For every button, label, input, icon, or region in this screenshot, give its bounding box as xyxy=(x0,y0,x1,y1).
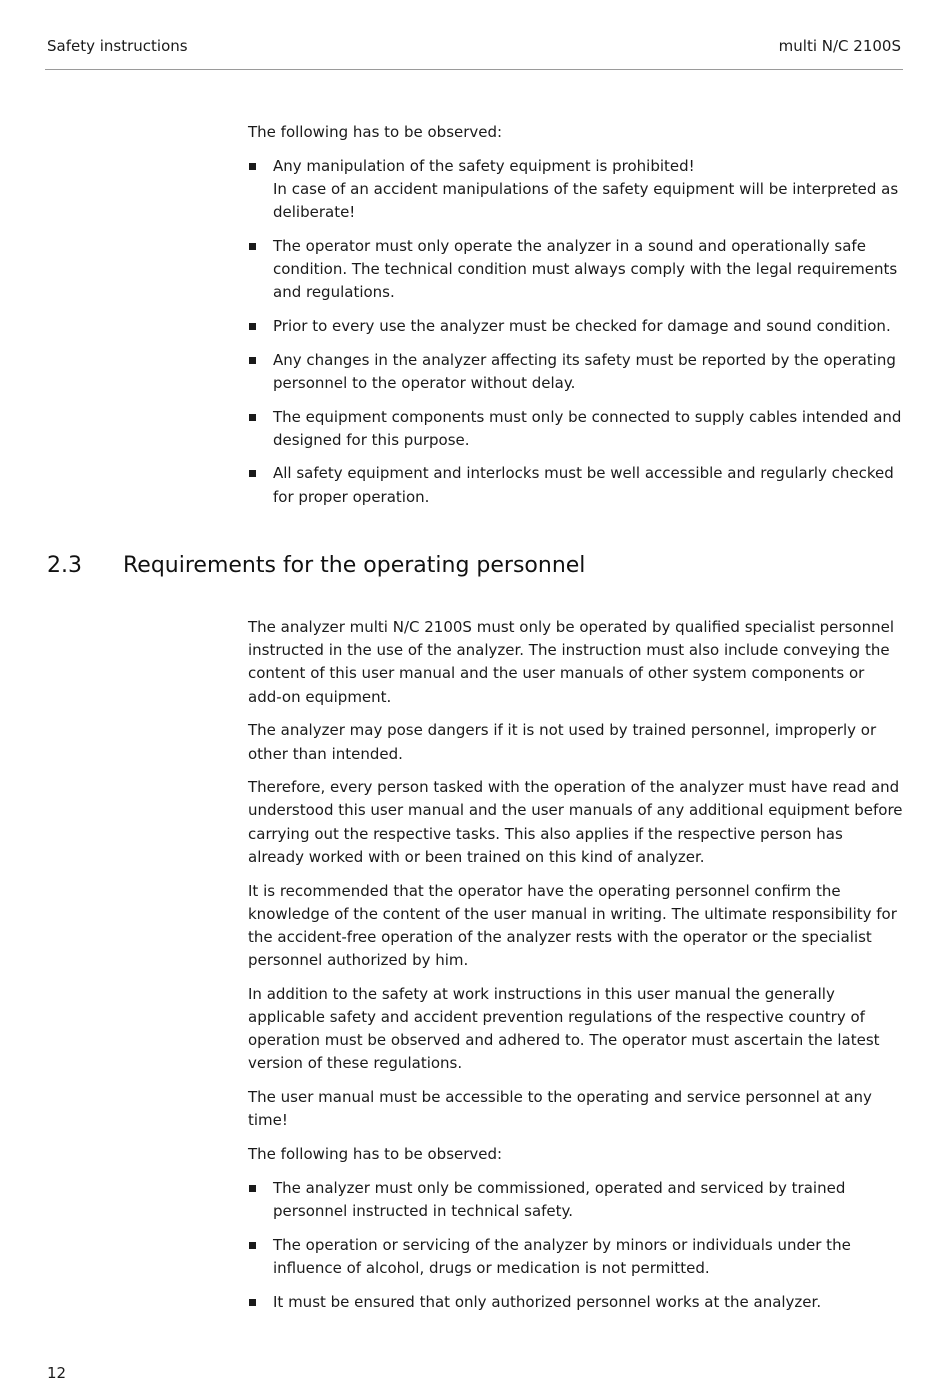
list-item-text: The analyzer must only be commissioned, operated and serviced by trained personnel instructed in technical safety. xyxy=(273,1178,846,1220)
body-paragraph: The user manual must be accessible to the operating and service personnel at any time! xyxy=(248,1088,872,1130)
header-chapter-title: Safety instructions xyxy=(47,37,188,55)
body-paragraph: The following has to be observed: xyxy=(248,1145,503,1164)
intro-paragraph: The following has to be observed: xyxy=(248,123,503,141)
page-number: 12 xyxy=(47,1364,67,1382)
list-item-text: All safety equipment and interlocks must be well accessible and regularly checked for proper operation. xyxy=(273,464,894,506)
square-bullet-icon xyxy=(249,243,256,250)
list-item xyxy=(248,155,903,225)
list-item-text: The operation or servicing of the analyzer by minors or individuals under the influence of alcohol, drugs or medication is not permitted. xyxy=(273,1235,851,1277)
personnel-bullet-list xyxy=(248,1177,903,1314)
header-document-title: multi N/C 2100S xyxy=(778,37,901,55)
section-title: Requirements for the operating personnel xyxy=(123,553,586,578)
square-bullet-icon xyxy=(249,1299,256,1306)
page-header xyxy=(45,0,903,70)
list-item xyxy=(248,406,903,452)
list-item xyxy=(248,1291,903,1314)
body-paragraph: It is recommended that the operator have the operating personnel confirm the knowledge of the content of the user manual in writing. The ultimate responsibility for the accident-free operation of the analyzer rests with the operator or the specialist personnel authorized by him. xyxy=(248,881,897,970)
list-item-text: The equipment components must only be connected to supply cables intended and designed for this purpose. xyxy=(273,407,902,449)
body-paragraph: The analyzer may pose dangers if it is not used by trained personnel, improperly or other than intended. xyxy=(248,721,877,763)
square-bullet-icon xyxy=(249,470,256,477)
list-item-text: It must be ensured that only authorized personnel works at the analyzer. xyxy=(273,1292,822,1311)
list-item-text: Prior to every use the analyzer must be checked for damage and sound condition. xyxy=(273,316,891,335)
body-paragraph: In addition to the safety at work instructions in this user manual the generally applicable safety and accident prevention regulations of the respective country of operation must be observed and adhered to. The operator must ascertain the latest version of these regulations. xyxy=(248,984,880,1073)
section-number: 2.3 xyxy=(47,553,82,578)
safety-bullet-list xyxy=(248,155,903,509)
square-bullet-icon xyxy=(249,323,256,330)
list-item xyxy=(248,235,903,305)
square-bullet-icon xyxy=(249,414,256,421)
body-paragraph: Therefore, every person tasked with the operation of the analyzer must have read and understood this user manual and the user manuals of any additional equipment before carrying out the respective tasks. This also applies if the respective person has already worked with or been trained on this kind of analyzer. xyxy=(248,778,903,866)
square-bullet-icon xyxy=(249,1242,256,1249)
body-paragraph: The analyzer multi N/C 2100S must only be operated by qualified specialist personnel instructed in the use of the analyzer. The instruction must also include conveying the content of this user manual and the user manuals of other system components or add-on equipment. xyxy=(248,618,894,706)
list-item xyxy=(248,1234,903,1280)
safety-observations-block xyxy=(248,121,903,509)
list-item xyxy=(248,1177,903,1223)
list-item-text: The operator must only operate the analyzer in a sound and operationally safe condition. The technical condition must always comply with the legal requirements and regulations. xyxy=(273,236,898,302)
list-item xyxy=(248,462,903,508)
list-item xyxy=(248,315,903,338)
list-item-text: Any changes in the analyzer affecting its safety must be reported by the operating personnel to the operator without delay. xyxy=(273,350,896,392)
section-heading xyxy=(47,550,903,582)
square-bullet-icon xyxy=(249,1185,256,1192)
list-item xyxy=(248,349,903,395)
personnel-requirements-block xyxy=(248,616,903,1314)
list-item-text: Any manipulation of the safety equipment is prohibited! In case of an accident manipulations of the safety equipment will be interpreted as deliberate! xyxy=(273,156,899,222)
square-bullet-icon xyxy=(249,357,256,364)
square-bullet-icon xyxy=(249,163,256,170)
